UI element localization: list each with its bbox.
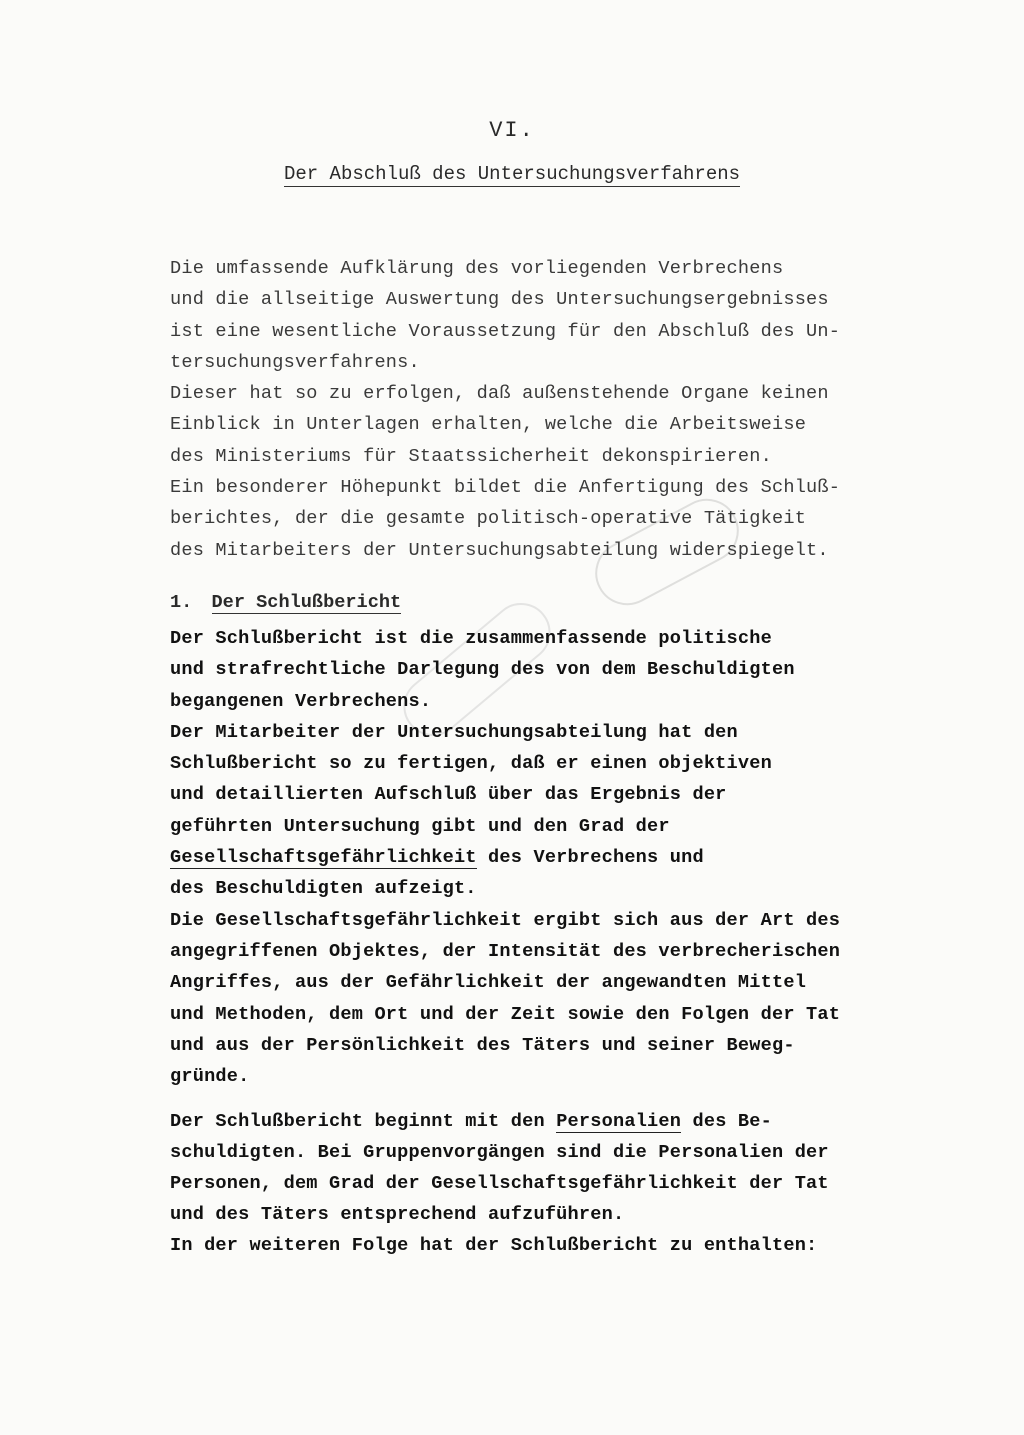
- text-line: und die allseitige Auswertung des Untersuchungsergebnisses: [170, 289, 829, 311]
- text-line: [170, 842, 950, 873]
- chapter-title: [0, 163, 1024, 185]
- text-line: und Methoden, dem Ort und der Zeit sowie den Folgen der Tat: [170, 1003, 841, 1025]
- text-line: In der weiteren Folge hat der Schlußbericht zu enthalten:: [170, 1235, 818, 1256]
- text-line: ist eine wesentliche Voraussetzung für den Abschluß des Un-: [170, 320, 841, 342]
- text-line: des Beschuldigten aufzeigt.: [170, 878, 477, 900]
- text-line: Die Gesellschaftsgefährlichkeit ergibt sich aus der Art des: [170, 909, 841, 931]
- text-line: gründe.: [170, 1066, 250, 1088]
- text-line: Der Mitarbeiter der Untersuchungsabteilung hat den: [170, 721, 738, 743]
- text-line: schuldigten. Bei Gruppenvorgängen sind die Personalien der: [170, 1142, 829, 1163]
- text-fragment: des Verbrechens und: [476, 847, 704, 869]
- section-1-continuation: [170, 1106, 950, 1261]
- text-line: berichtes, der die gesamte politisch-operative Tätigkeit: [170, 508, 807, 530]
- section-number: 1.: [170, 592, 193, 613]
- chapter-title-text: Der Abschluß des Untersuchungsverfahrens: [283, 163, 741, 185]
- text-line: Personen, dem Grad der Gesellschaftsgefährlichkeit der Tat: [170, 1173, 829, 1194]
- text-line: und des Täters entsprechend aufzuführen.: [170, 1204, 625, 1225]
- text-line: des Mitarbeiters der Untersuchungsabteilung widerspiegelt.: [170, 539, 829, 561]
- text-line: begangenen Verbrechens.: [170, 690, 432, 712]
- underlined-term: Personalien: [556, 1111, 682, 1132]
- text-line: Ein besonderer Höhepunkt bildet die Anfertigung des Schluß-: [170, 477, 841, 499]
- section-heading: [170, 592, 401, 613]
- intro-paragraph: [170, 253, 950, 566]
- text-fragment: Der Schlußbericht beginnt mit den: [170, 1111, 557, 1132]
- underlined-term: Gesellschaftsgefährlichkeit: [170, 847, 477, 869]
- text-line: [170, 1106, 950, 1137]
- text-line: Der Schlußbericht ist die zusammenfassende politische: [170, 628, 772, 649]
- text-line: angegriffenen Objektes, der Intensität des verbrecherischen: [170, 940, 841, 962]
- text-line: Schlußbericht so zu fertigen, daß er einen objektiven: [170, 753, 772, 775]
- section-title: Der Schlußbericht: [211, 592, 402, 613]
- text-line: Einblick in Unterlagen erhalten, welche die Arbeitsweise: [170, 414, 807, 436]
- section-1-body: [170, 623, 950, 1092]
- text-line: des Ministeriums für Staatssicherheit dekonspirieren.: [170, 445, 772, 467]
- text-line: und detaillierten Aufschluß über das Ergebnis der: [170, 784, 727, 806]
- text-line: Dieser hat so zu erfolgen, daß außenstehende Organe keinen: [170, 383, 829, 405]
- text-line: und strafrechtliche Darlegung des von dem Beschuldigten: [170, 659, 795, 681]
- text-line: geführten Untersuchung gibt und den Grad der: [170, 815, 670, 837]
- text-line: Die umfassende Aufklärung des vorliegenden Verbrechens: [170, 258, 784, 279]
- text-line: tersuchungsverfahrens.: [170, 351, 420, 373]
- chapter-number: VI.: [489, 118, 535, 143]
- text-fragment: des Be-: [681, 1111, 773, 1132]
- text-line: und aus der Persönlichkeit des Täters und seiner Beweg-: [170, 1034, 795, 1056]
- text-line: Angriffes, aus der Gefährlichkeit der angewandten Mittel: [170, 972, 807, 994]
